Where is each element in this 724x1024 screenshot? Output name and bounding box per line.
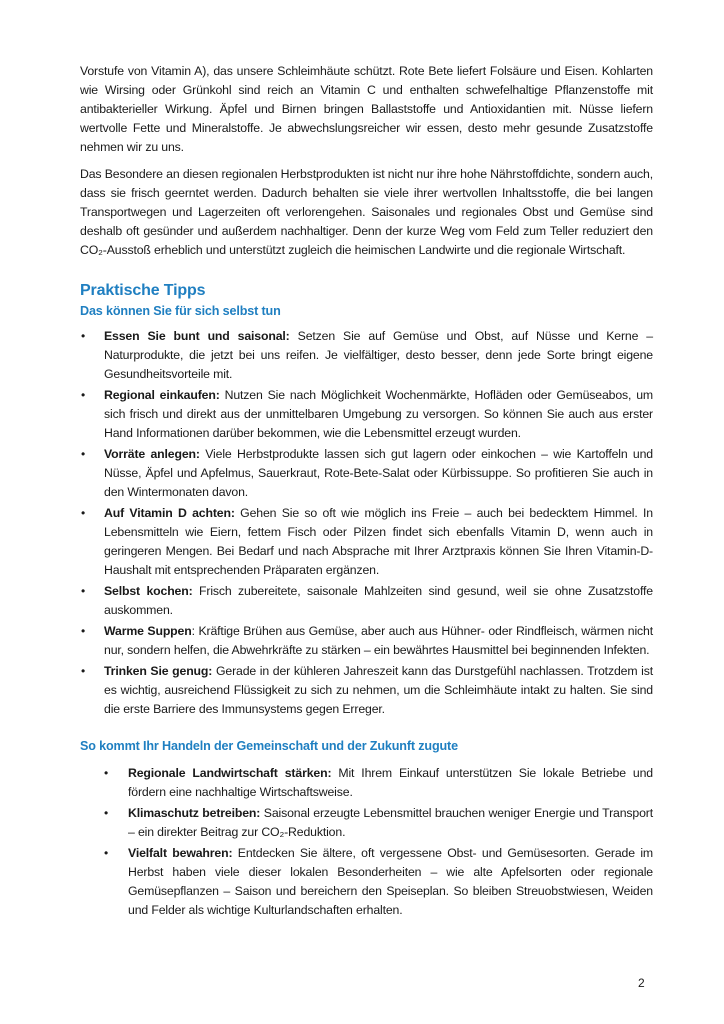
- bullet-icon: •: [81, 388, 86, 402]
- item-lead: Vorräte anlegen:: [104, 447, 200, 461]
- subsection-title: Das können Sie für sich selbst tun: [80, 304, 281, 318]
- list-item: [80, 764, 653, 802]
- list-item: [80, 445, 653, 502]
- item-lead: Vielfalt bewahren:: [128, 846, 233, 860]
- community-list: [80, 764, 653, 920]
- bullet-icon: •: [104, 766, 109, 780]
- body-paragraph: Das Besondere an diesen regionalen Herbstprodukten ist nicht nur ihre hohe Nährstoffdichte, sondern auch, dass sie frisch geerntet werden. Dadurch behalten sie viele ihrer wertvollen Inhaltsstoffe, die bei langen Transportwegen und Lagerzeiten oft verlorengehen. Saisonales und regionales Obst und Gemüse sind deshalb oft gesünder und außerdem nachhaltiger. Denn der kurze Weg vom Feld zum Teller reduziert den CO₂-Ausstoß erheblich und unterstützt zugleich die heimischen Landwirte und die regionale Wirtschaft.: [80, 167, 653, 257]
- item-text: Gehen Sie so oft wie möglich ins Freie – auch bei bedecktem Himmel. In Lebensmitteln wie Eiern, fettem Fisch oder Pilzen findet sich ebenfalls Vitamin D, wenn auch in geringeren Mengen. Bei Bedarf und nach Absprache mit Ihrer Arztpraxis können Sie Ihren Vitamin-D-Haushalt mit entsprechenden Präparaten ergänzen.: [104, 506, 653, 577]
- bullet-icon: •: [81, 664, 86, 678]
- bullet-icon: •: [81, 447, 86, 461]
- item-lead: Klimaschutz betreiben:: [128, 806, 261, 820]
- list-item: [80, 327, 653, 384]
- item-text: Mit Ihrem Einkauf unterstützen Sie lokale Betriebe und fördern eine nachhaltige Wirtschaftsweise.: [128, 766, 653, 799]
- item-lead: Trinken Sie genug:: [104, 664, 213, 678]
- body-paragraph: Vorstufe von Vitamin A), das unsere Schleimhäute schützt. Rote Bete liefert Folsäure und Eisen. Kohlarten wie Wirsing oder Grünkohl sind reich an Vitamin C und enthalten schwefelhaltige Pflanzenstoffe mit antibakterieller Wirkung. Äpfel und Birnen bringen Ballaststoffe und Antioxidantien mit. Nüsse liefern wertvolle Fette und Mineralstoffe. Je abwechslungsreicher wir essen, desto mehr gesunde Zusatzstoffe nehmen wir zu uns.: [80, 64, 653, 154]
- item-text: Viele Herbstprodukte lassen sich gut lagern oder einkochen – wie Kartoffeln und Nüsse, Äpfel und Apfelmus, Sauerkraut, Rote-Bete-Salat oder Kürbissuppe. So profitieren Sie auch in den Wintermonaten davon.: [104, 447, 653, 499]
- list-item: [80, 804, 653, 842]
- item-lead: Selbst kochen:: [104, 584, 193, 598]
- bullet-icon: •: [81, 506, 86, 520]
- tips-list: [80, 327, 653, 719]
- list-item: [80, 662, 653, 719]
- item-text: Frisch zubereitete, saisonale Mahlzeiten sind gesund, weil sie ohne Zusatzstoffe auskommen.: [104, 584, 653, 617]
- item-text: Entdecken Sie ältere, oft vergessene Obst- und Gemüsesorten. Gerade im Herbst haben viele dieser lokalen Besonderheiten – wie alte Apfelsorten oder regionale Gemüsepflanzen – Saison und bereichern den Speiseplan. So bleiben Streuobstwiesen, Weiden und Felder als wichtige Kulturlandschaften erhalten.: [128, 846, 653, 917]
- subsection-title: So kommt Ihr Handeln der Gemeinschaft und der Zukunft zugute: [80, 739, 458, 753]
- item-text: Gerade in der kühleren Jahreszeit kann das Durstgefühl nachlassen. Trotzdem ist es wichtig, ausreichend Flüssigkeit zu sich zu nehmen, um die Schleimhäute intakt zu halten. Sie sind die erste Barriere des Immunsystems gegen Erreger.: [104, 664, 653, 716]
- item-text: : Kräftige Brühen aus Gemüse, aber auch aus Hühner- oder Rindfleisch, wärmen nicht nur, sondern helfen, die Abwehrkräfte zu stärken – ein bewährtes Hausmittel bei beginnenden Infekten.: [104, 624, 653, 657]
- item-lead: Regionale Landwirtschaft stärken:: [128, 766, 332, 780]
- document-page: [80, 62, 653, 922]
- item-lead: Essen Sie bunt und saisonal:: [104, 329, 290, 343]
- item-text: Setzen Sie auf Gemüse und Obst, auf Nüsse und Kerne – Naturprodukte, die jetzt bei uns reifen. Je vielfältiger, desto besser, denn jede Sorte bringt eigene Gesundheitsvorteile mit.: [104, 329, 653, 381]
- bullet-icon: •: [81, 584, 86, 598]
- item-lead: Warme Suppen: [104, 624, 192, 638]
- list-item: [80, 622, 653, 660]
- bullet-icon: •: [104, 846, 109, 860]
- list-item: [80, 844, 653, 920]
- page-number: 2: [638, 976, 645, 990]
- item-lead: Auf Vitamin D achten:: [104, 506, 235, 520]
- item-lead: Regional einkaufen:: [104, 388, 220, 402]
- list-item: [80, 386, 653, 443]
- list-item: [80, 582, 653, 620]
- bullet-icon: •: [81, 624, 86, 638]
- bullet-icon: •: [81, 329, 86, 343]
- item-text: Saisonal erzeugte Lebensmittel brauchen weniger Energie und Transport – ein direkter Beitrag zur CO₂-Reduktion.: [128, 806, 654, 839]
- list-item: [80, 504, 653, 580]
- section-title: Praktische Tipps: [80, 282, 206, 299]
- bullet-icon: •: [104, 806, 109, 820]
- item-text: Nutzen Sie nach Möglichkeit Wochenmärkte, Hofläden oder Gemüseabos, um sich frisch und direkt aus der unmittelbaren Umgebung zu versorgen. So können Sie auch aus erster Hand Informationen darüber bekommen, wie die Lebensmittel erzeugt wurden.: [104, 388, 653, 440]
